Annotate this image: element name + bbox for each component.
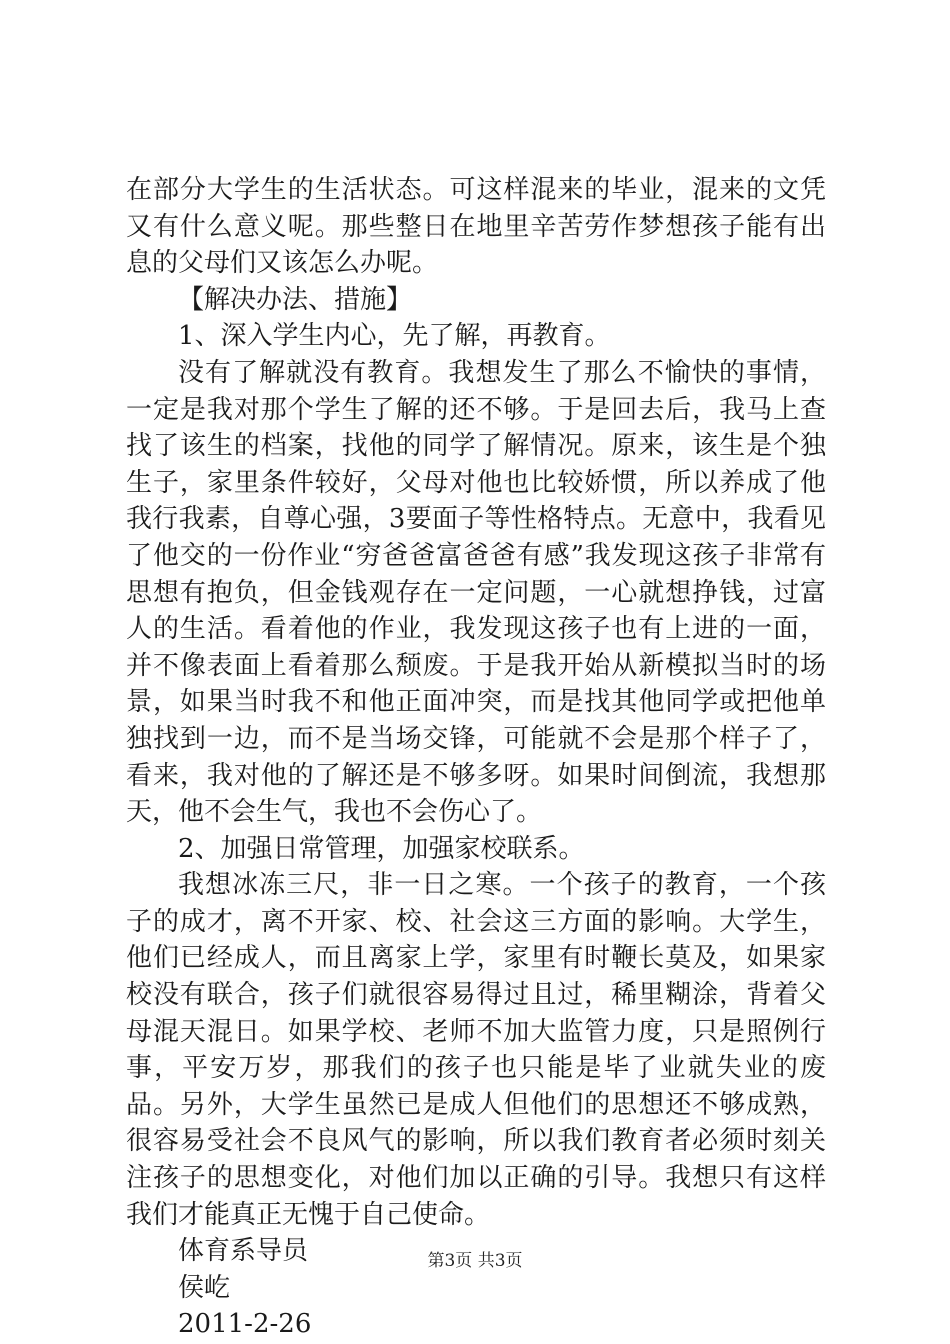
paragraph-point-1: 没有了解就没有教育。我想发生了那么不愉快的事情，一定是我对那个学生了解的还不够。于是回去后，我马上查找了该生的档案，找他的同学了解情况。原来，该生是个独生子，家里条件较好，父母对他也比较娇惯，所以养成了他我行我素，自尊心强，3要面子等性格特点。无意中，我看见了他交的一份作业“穷爸爸富爸爸有感”我发现这孩子非常有思想有抱负，但金钱观存在一定问题，一心就想挣钱，过富人的生活。看着他的作业，我发现这孩子也有上进的一面，并不像表面上看着那么颓废。于是我开始从新模拟当时的场景，如果当时我不和他正面冲突，而是找其他同学或把他单独找到一边，而不是当场交锋，可能就不会是那个样子了，看来，我对他的了解还是不够多呀。如果时间倒流，我想那天，他不会生气，我也不会伤心了。 bbox=[126, 357, 826, 828]
document-body bbox=[126, 172, 826, 1343]
paragraph-intro: 在部分大学生的生活状态。可这样混来的毕业，混来的文凭又有什么意义呢。那些整日在地里辛苦劳作梦想孩子能有出息的父母们又该怎么办呢。 bbox=[126, 175, 826, 279]
signature-name: 侯屹 bbox=[178, 1272, 231, 1303]
page-footer: 第3页 共3页 bbox=[427, 1251, 523, 1271]
point-1-heading: 1、深入学生内心，先了解，再教育。 bbox=[178, 321, 611, 352]
signature-date: 2011-2-26 bbox=[178, 1309, 312, 1340]
point-2-heading: 2、加强日常管理，加强家校联系。 bbox=[178, 833, 585, 864]
section-heading-solutions: 【解决办法、措施】 bbox=[178, 284, 413, 315]
signature-department: 体育系导员 bbox=[178, 1236, 309, 1267]
paragraph-point-2: 我想冰冻三尺，非一日之寒。一个孩子的教育，一个孩子的成才，离不开家、校、社会这三方面的影响。大学生，他们已经成人，而且离家上学，家里有时鞭长莫及，如果家校没有联合，孩子们就很容易得过且过，稀里糊涂，背着父母混天混日。如果学校、老师不加大监管力度，只是照例行事，平安万岁，那我们的孩子也只能是毕了业就失业的废品。另外，大学生虽然已是成人但他们的思想还不够成熟，很容易受社会不良风气的影响，所以我们教育者必须时刻关注孩子的思想变化，对他们加以正确的引导。我想只有这样我们才能真正无愧于自己使命。 bbox=[126, 870, 826, 1230]
